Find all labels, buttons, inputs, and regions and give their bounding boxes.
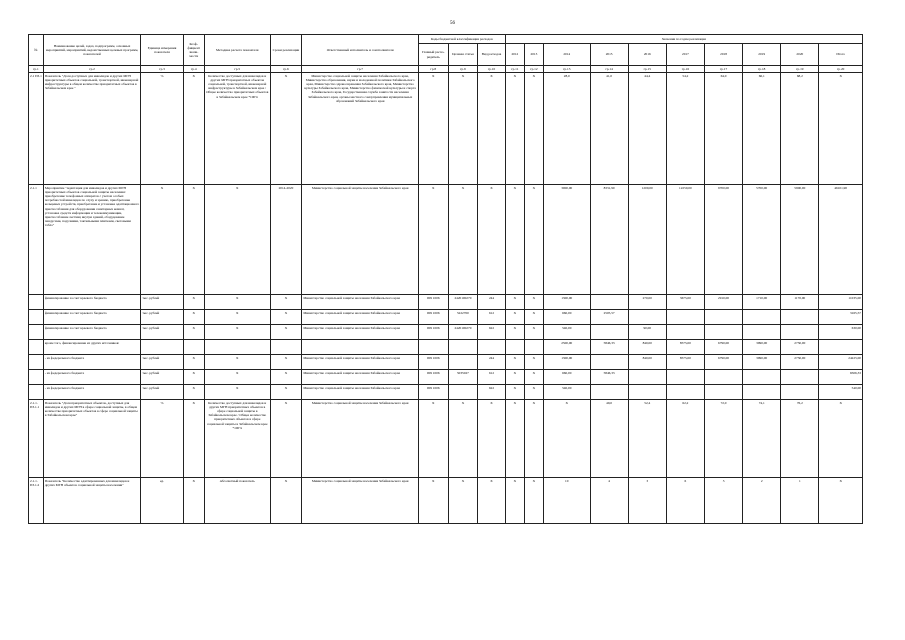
row-name: финансирование за счет краевого бюджета bbox=[43, 295, 140, 310]
column-number: гр.9 bbox=[448, 66, 478, 73]
row-coef: X bbox=[183, 355, 204, 370]
row-value: X bbox=[543, 400, 590, 478]
row-number: 2.1.1. П3.1.2 bbox=[29, 478, 44, 524]
column-number: гр.18 bbox=[743, 66, 781, 73]
header-resp: Ответственный исполнитель и соисполнители bbox=[302, 35, 419, 66]
row-value: X bbox=[524, 73, 543, 185]
row-term: X bbox=[270, 325, 302, 340]
column-number: гр.15 bbox=[628, 66, 666, 73]
row-value: 5700,00 bbox=[743, 185, 781, 295]
header-year: 2018 bbox=[704, 44, 742, 66]
table-row bbox=[29, 385, 863, 400]
row-value: X bbox=[505, 400, 524, 478]
row-exptype: 612 bbox=[478, 370, 506, 385]
column-number: гр.11 bbox=[505, 66, 524, 73]
row-value: X bbox=[505, 385, 524, 400]
row-article bbox=[448, 385, 478, 400]
row-value: 5900,00 bbox=[781, 185, 819, 295]
row-term: X bbox=[270, 73, 302, 185]
row-unit: тыс. рублей bbox=[141, 370, 183, 385]
row-total: X bbox=[819, 400, 863, 478]
row-coef: X bbox=[183, 295, 204, 310]
row-name: - из федерального бюджета bbox=[43, 385, 140, 400]
row-total: 11035,00 bbox=[819, 295, 863, 310]
row-value: 1710,00 bbox=[743, 295, 781, 310]
row-total: X bbox=[819, 478, 863, 524]
row-total: 540,00 bbox=[819, 385, 863, 400]
column-number: гр.12 bbox=[524, 66, 543, 73]
row-value: X bbox=[524, 355, 543, 370]
row-value: 5846,33 bbox=[590, 370, 628, 385]
row-name: Показатель "Доля приоритетных объектов, доступных для инвалидов и других МГН в сфере социальной защиты, в общем количестве приоритетных объектов в сфере социальной защиты в Забайкальском крае" bbox=[43, 400, 140, 478]
table-row bbox=[29, 370, 863, 385]
header-total: Итого bbox=[819, 44, 863, 66]
column-number: гр.1 bbox=[29, 66, 44, 73]
row-responsible: Министерство социальной защиты населения Забайкальского края bbox=[302, 355, 419, 370]
row-value: 1170,00 bbox=[781, 295, 819, 310]
row-article: X bbox=[448, 73, 478, 185]
row-value bbox=[704, 385, 742, 400]
row-value bbox=[781, 325, 819, 340]
row-value: 41,0 bbox=[590, 73, 628, 185]
header-article: Целевая статья bbox=[448, 44, 478, 66]
row-value: 5846,33 bbox=[590, 340, 628, 355]
row-value: 6 bbox=[666, 478, 704, 524]
row-coef: X bbox=[183, 370, 204, 385]
row-exptype: X bbox=[478, 73, 506, 185]
row-coef: X bbox=[183, 325, 204, 340]
row-value bbox=[743, 310, 781, 325]
row-value: 2500,00 bbox=[543, 340, 590, 355]
header-year: 2019 bbox=[743, 44, 781, 66]
row-name: кроме того, финансирование из других источников: bbox=[43, 340, 140, 355]
row-name: - из федерального бюджета bbox=[43, 370, 140, 385]
row-term: X bbox=[270, 385, 302, 400]
row-value: 28,0 bbox=[543, 73, 590, 185]
row-term: X bbox=[270, 478, 302, 524]
row-article: X bbox=[448, 400, 478, 478]
row-total bbox=[819, 340, 863, 355]
row-exptype: 244 bbox=[478, 355, 506, 370]
row-unit: тыс. рублей bbox=[141, 355, 183, 370]
row-value: 1300,00 bbox=[543, 295, 590, 310]
row-value: X bbox=[505, 295, 524, 310]
row-coef: X bbox=[183, 478, 204, 524]
row-value bbox=[704, 325, 742, 340]
row-responsible: Министерство социальной защиты населения Забайкальского края bbox=[302, 185, 419, 295]
row-exptype: X bbox=[478, 478, 506, 524]
column-number: гр.19 bbox=[781, 66, 819, 73]
row-exptype: 622 bbox=[478, 385, 506, 400]
row-value: 6790,00 bbox=[704, 340, 742, 355]
row-responsible: Министерство социальной защиты населения Забайкальского края bbox=[302, 310, 419, 325]
row-value: X bbox=[524, 478, 543, 524]
row-value bbox=[666, 385, 704, 400]
row-total: 630,00 bbox=[819, 325, 863, 340]
row-value: 54,2 bbox=[666, 73, 704, 185]
row-number: 2.1.1. П3.1.1 bbox=[29, 400, 44, 478]
row-value bbox=[666, 310, 704, 325]
row-unit: тыс. рублей bbox=[141, 295, 183, 310]
row-value bbox=[704, 370, 742, 385]
row-value bbox=[781, 370, 819, 385]
row-method: X bbox=[204, 185, 270, 295]
row-value: 1200,00 bbox=[628, 185, 666, 295]
row-value: X bbox=[524, 370, 543, 385]
row-value: 9700,00 bbox=[704, 185, 742, 295]
row-value: 270,00 bbox=[628, 295, 666, 310]
column-number: гр.6 bbox=[270, 66, 302, 73]
header-year: 2017 bbox=[666, 44, 704, 66]
page-number: 56 bbox=[450, 21, 455, 26]
table-row bbox=[29, 478, 863, 524]
row-article: X bbox=[448, 478, 478, 524]
row-chief: 009 1006 bbox=[418, 385, 448, 400]
row-value: X bbox=[524, 400, 543, 478]
row-value: 44,4 bbox=[628, 73, 666, 185]
row-responsible: Министерство социальной защиты населения Забайкальского края bbox=[302, 400, 419, 478]
row-total: X bbox=[819, 73, 863, 185]
header-name: Наименование целей, задач, подпрограмм, основных мероприятий, мероприятий, ведомственных целевых программ, показателей bbox=[43, 35, 140, 66]
row-value bbox=[781, 385, 819, 400]
row-value: 3 bbox=[704, 478, 742, 524]
header-chief: Главный распо- рядитель bbox=[418, 44, 448, 66]
column-number-row bbox=[29, 66, 863, 73]
row-value: 64,0 bbox=[704, 73, 742, 185]
row-value: 6790,00 bbox=[704, 355, 742, 370]
row-value: 3990,00 bbox=[743, 340, 781, 355]
row-value: X bbox=[524, 185, 543, 295]
row-coef: X bbox=[183, 385, 204, 400]
row-chief: 009 1006 bbox=[418, 325, 448, 340]
row-value bbox=[590, 295, 628, 310]
header-unit: Единица измерения показателя bbox=[141, 35, 183, 66]
row-value: 8575,00 bbox=[666, 340, 704, 355]
row-name: Показатель "Доля доступных для инвалидов и других МГН приоритетных объектов социальной, транспортной, инженерной инфраструктуры в общем количестве приоритетных объектов в Забайкальском крае " bbox=[43, 73, 140, 185]
row-value: 2730,00 bbox=[781, 340, 819, 355]
row-exptype: X bbox=[478, 185, 506, 295]
row-unit: X bbox=[141, 185, 183, 295]
table-row bbox=[29, 340, 863, 355]
row-value: X bbox=[524, 295, 543, 310]
row-chief: 009 1006 bbox=[418, 310, 448, 325]
table-row bbox=[29, 310, 863, 325]
column-number: гр.16 bbox=[666, 66, 704, 73]
row-value: 8331,90 bbox=[590, 185, 628, 295]
column-number: гр.7 bbox=[302, 66, 419, 73]
row-method: X bbox=[204, 310, 270, 325]
row-method: X bbox=[204, 325, 270, 340]
row-chief: X bbox=[418, 400, 448, 478]
row-value: 660,00 bbox=[543, 310, 590, 325]
row-responsible: Министерство социальной защиты населения Забайкальского края, Министерство образования, науки и молодежной политики Забайкальского края, Министерство здравоохранения Забайкальского края, Министерство культуры Забайкальского края, Министерство физической культуры и спорта Забайкальского края, Государственная служба занятости населения Забайкальского края, органы местного самоуправления муниципальных образований Забайкальского края bbox=[302, 73, 419, 185]
column-number: гр.13 bbox=[543, 66, 590, 73]
row-coef: X bbox=[183, 73, 204, 185]
column-number: гр.8 bbox=[418, 66, 448, 73]
header-values: Значения по годам реализации bbox=[505, 35, 862, 44]
row-article bbox=[448, 355, 478, 370]
table-row bbox=[29, 325, 863, 340]
row-total: 46101,90 bbox=[819, 185, 863, 295]
row-value: X bbox=[505, 310, 524, 325]
row-method: X bbox=[204, 385, 270, 400]
row-chief: 009 1006 bbox=[418, 295, 448, 310]
row-method: Абсолютный показатель bbox=[204, 478, 270, 524]
program-table bbox=[28, 34, 863, 524]
row-value bbox=[704, 310, 742, 325]
row-term: X bbox=[270, 310, 302, 325]
row-value: 62,2 bbox=[666, 400, 704, 478]
row-chief: 009 1006 bbox=[418, 370, 448, 385]
row-unit: % bbox=[141, 73, 183, 185]
column-number: гр.5 bbox=[204, 66, 270, 73]
row-value: 3000,00 bbox=[543, 185, 590, 295]
row-value: X bbox=[505, 185, 524, 295]
row-exptype: 622 bbox=[478, 325, 506, 340]
row-coef: X bbox=[183, 400, 204, 478]
row-value bbox=[590, 385, 628, 400]
header-method: Методика расчета показателя bbox=[204, 35, 270, 66]
row-value: 2505,57 bbox=[590, 310, 628, 325]
row-value: 540,00 bbox=[543, 325, 590, 340]
row-value: 74,1 bbox=[743, 400, 781, 478]
row-value: 90,00 bbox=[628, 325, 666, 340]
row-name: финансирование за счет краевого бюджета bbox=[43, 310, 140, 325]
row-value: 2910,00 bbox=[704, 295, 742, 310]
row-coef: X bbox=[183, 310, 204, 325]
row-responsible: Министерство социальной защиты населения Забайкальского края bbox=[302, 295, 419, 310]
row-article: 2420100270 bbox=[448, 325, 478, 340]
row-value: 540,00 bbox=[543, 385, 590, 400]
row-article: X bbox=[448, 185, 478, 295]
row-value bbox=[628, 370, 666, 385]
row-chief: X bbox=[418, 73, 448, 185]
row-unit: % bbox=[141, 400, 183, 478]
row-value: 2 bbox=[743, 478, 781, 524]
row-value: 72,0 bbox=[704, 400, 742, 478]
row-value: 660,00 bbox=[543, 370, 590, 385]
row-value: 3675,00 bbox=[666, 295, 704, 310]
column-number: гр.4 bbox=[183, 66, 204, 73]
row-term: X bbox=[270, 355, 302, 370]
row-exptype: 244 bbox=[478, 295, 506, 310]
row-value: 76,2 bbox=[781, 400, 819, 478]
row-term: 2014-2020 bbox=[270, 185, 302, 295]
row-article: 5035027 bbox=[448, 370, 478, 385]
row-exptype: X bbox=[478, 400, 506, 478]
row-value: 2730,00 bbox=[781, 355, 819, 370]
row-name: - из федерального бюджета bbox=[43, 355, 140, 370]
row-value: 4 bbox=[590, 478, 628, 524]
table-header bbox=[29, 35, 863, 66]
row-value: 1300,00 bbox=[543, 355, 590, 370]
row-value bbox=[505, 340, 524, 355]
row-responsible: Министерство социальной защиты населения Забайкальского края bbox=[302, 478, 419, 524]
table-row bbox=[29, 73, 863, 185]
row-value: X bbox=[505, 370, 524, 385]
table-row bbox=[29, 400, 863, 478]
row-value: 66,1 bbox=[743, 73, 781, 185]
row-value: X bbox=[505, 355, 524, 370]
column-number: гр.17 bbox=[704, 66, 742, 73]
row-chief: X bbox=[418, 478, 448, 524]
row-value: 8575,00 bbox=[666, 355, 704, 370]
row-value: X bbox=[505, 73, 524, 185]
table-row bbox=[29, 355, 863, 370]
row-value bbox=[743, 385, 781, 400]
row-value: X bbox=[524, 310, 543, 325]
header-year: 2014 bbox=[543, 44, 590, 66]
row-term: X bbox=[270, 370, 302, 385]
row-value: 840,00 bbox=[628, 340, 666, 355]
row-chief: 009 1006 bbox=[418, 355, 448, 370]
table-row bbox=[29, 295, 863, 310]
header-year: 2015 bbox=[590, 44, 628, 66]
row-exptype: 612 bbox=[478, 310, 506, 325]
row-value bbox=[524, 340, 543, 355]
header-year: 2013 bbox=[524, 44, 543, 66]
column-number: гр.14 bbox=[590, 66, 628, 73]
row-method: X bbox=[204, 370, 270, 385]
row-value: 12250,00 bbox=[666, 185, 704, 295]
row-value bbox=[590, 325, 628, 340]
row-value: X bbox=[524, 325, 543, 340]
row-unit: тыс. рублей bbox=[141, 325, 183, 340]
row-name: Показатель "Количество адаптированных для инвалидов и других МГН объектов социальной защиты населения" bbox=[43, 478, 140, 524]
row-method: Количество доступных для инвалидов и других МГН приоритетных объектов социальной, транспортной, инженерной инфраструктуры в Забайкальском крае / Общее количество приоритетных объектов в Забайкальском крае *100% bbox=[204, 73, 270, 185]
row-responsible: Министерство социальной защиты населения Забайкальского края bbox=[302, 370, 419, 385]
row-unit: тыс. рублей bbox=[141, 310, 183, 325]
row-value bbox=[628, 385, 666, 400]
row-term: X bbox=[270, 295, 302, 310]
column-number: гр.3 bbox=[141, 66, 183, 73]
row-coef: X bbox=[183, 185, 204, 295]
row-value bbox=[781, 310, 819, 325]
row-value: 840,00 bbox=[628, 355, 666, 370]
row-unit: тыс. рублей bbox=[141, 385, 183, 400]
row-value: X bbox=[524, 385, 543, 400]
row-method: X bbox=[204, 355, 270, 370]
row-value: 3 bbox=[628, 478, 666, 524]
header-year: 2012 bbox=[505, 44, 524, 66]
header-num: № bbox=[29, 35, 44, 66]
row-responsible: Министерство социальной защиты населения Забайкальского края bbox=[302, 385, 419, 400]
row-value bbox=[666, 370, 704, 385]
header-year: 2016 bbox=[628, 44, 666, 66]
row-total: 24225,00 bbox=[819, 355, 863, 370]
row-value: 49,0 bbox=[590, 400, 628, 478]
row-value bbox=[590, 355, 628, 370]
row-value bbox=[628, 310, 666, 325]
row-method: X bbox=[204, 295, 270, 310]
header-exptype: Вид расходов bbox=[478, 44, 506, 66]
row-name: Мероприятие "Адаптация для инвалидов и других МГН приоритетных объектов социальной защиты населения: приобретение телефонных аппаратов с учетом особых потребностей инвалидов по слуху и зрению, приобретение кольцевых устройств, приобретение и установка адаптационного приспособления для оборудования санитарных комнат, установка средств информации и телекоммуникации, приспособление лестниц внутри зданий, оборудование пандусами, поручнями, тактильными плитками, световыми табло" bbox=[43, 185, 140, 295]
row-value bbox=[743, 325, 781, 340]
row-value: 52,4 bbox=[628, 400, 666, 478]
column-number: гр.10 bbox=[478, 66, 506, 73]
row-responsible: Министерство социальной защиты населения Забайкальского края bbox=[302, 325, 419, 340]
header-year: 2020 bbox=[781, 44, 819, 66]
row-value: 68,2 bbox=[781, 73, 819, 185]
row-value bbox=[666, 325, 704, 340]
row-value: 1 bbox=[781, 478, 819, 524]
row-article: 5222700 bbox=[448, 310, 478, 325]
row-total: 3165,57 bbox=[819, 310, 863, 325]
row-chief: X bbox=[418, 185, 448, 295]
row-method: Количество доступных для инвалидов и других МГН приоритетных объектов в сфере социальной защиты в Забайкальском крае / Общее количество приоритетных объектов в сфере социальной защиты в Забайкальском крае *100% bbox=[204, 400, 270, 478]
row-unit: ед. bbox=[141, 478, 183, 524]
column-number: гр.2 bbox=[43, 66, 140, 73]
header-term: Сроки реализации bbox=[270, 35, 302, 66]
row-value bbox=[743, 370, 781, 385]
row-value: 3990,00 bbox=[743, 355, 781, 370]
column-number: гр.20 bbox=[819, 66, 863, 73]
header-coef: Коэф- фициент значи- мости bbox=[183, 35, 204, 66]
row-total: 6506,33 bbox=[819, 370, 863, 385]
row-number: 2.1.1 bbox=[29, 185, 44, 295]
row-article: 2420100270 bbox=[448, 295, 478, 310]
row-value: X bbox=[505, 325, 524, 340]
row-name: финансирование за счет краевого бюджета bbox=[43, 325, 140, 340]
row-value: X bbox=[505, 478, 524, 524]
table-row bbox=[29, 185, 863, 295]
row-value: 10 bbox=[543, 478, 590, 524]
row-number: 2.1 П3.1 bbox=[29, 73, 44, 185]
row-term: X bbox=[270, 400, 302, 478]
header-budget-codes: Коды бюджетной классификации расходов bbox=[418, 35, 505, 44]
